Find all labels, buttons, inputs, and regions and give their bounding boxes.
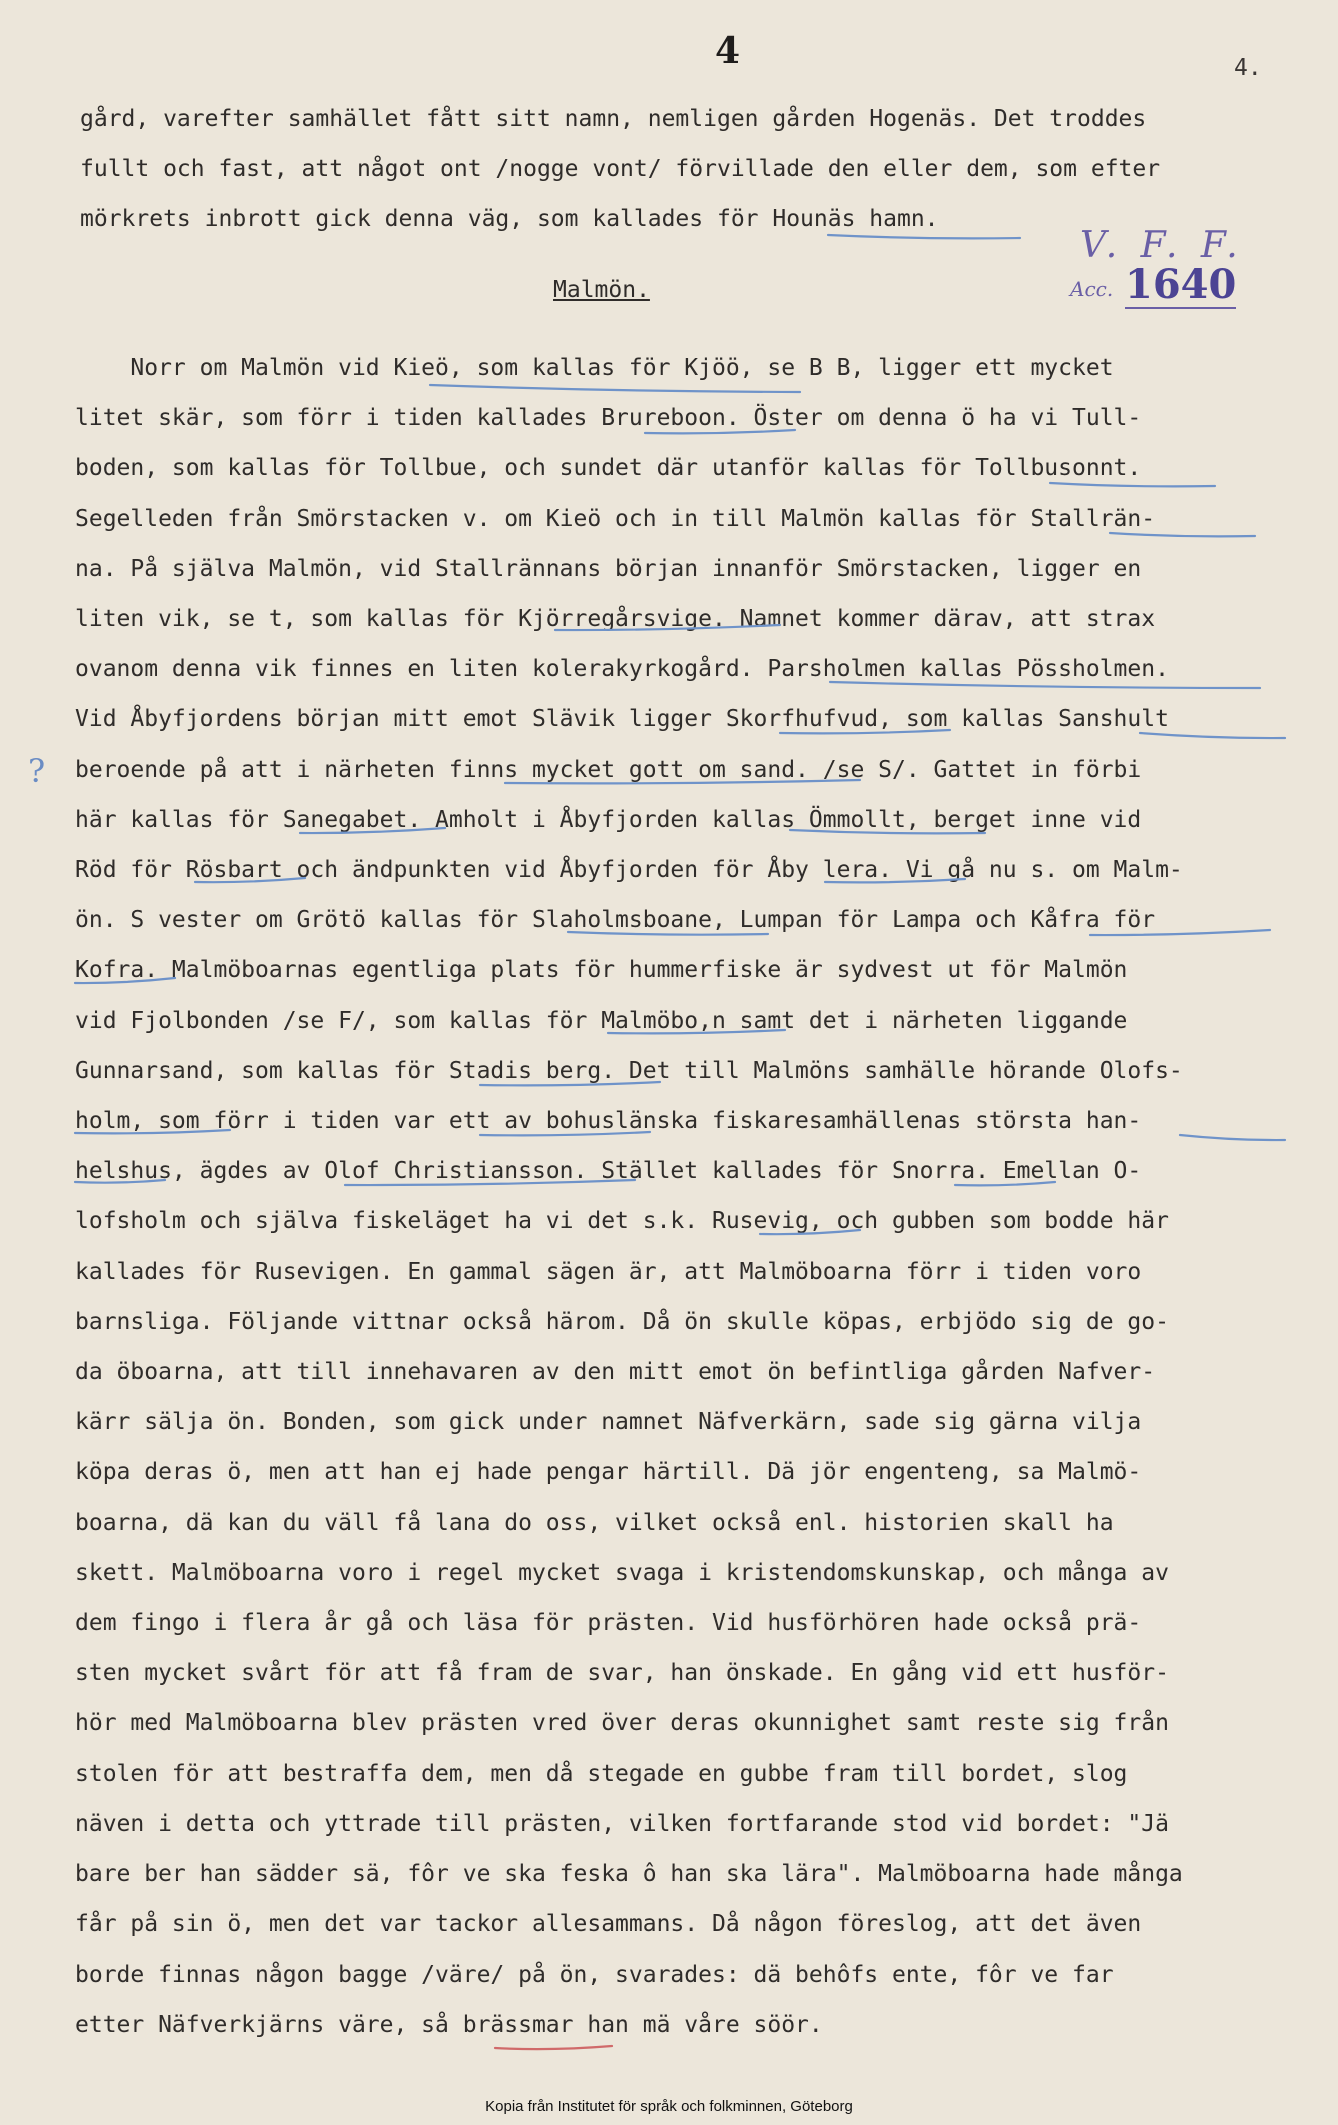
body-line: kallades för Rusevigen. En gammal sägen är, att Malmöboarna förr i tiden voro <box>75 1258 1142 1285</box>
margin-question-mark: ? <box>28 752 46 790</box>
section-heading: Malmön. <box>553 277 650 303</box>
body-line: ön. S vester om Grötö kallas för Slaholmsboane, Lumpan för Lampa och Kåfra för <box>75 907 1156 934</box>
body-line: Röd för Rösbart och ändpunkten vid Åbyfjorden för Åby lera. Vi gå nu s. om Malm- <box>75 857 1183 884</box>
body-line: får på sin ö, men det var tackor allesammans. Då någon föreslog, att det även <box>75 1911 1142 1938</box>
body-line: etter Näfverkjärns väre, så brässmar han mä våre söör. <box>75 2011 823 2038</box>
body-text <box>75 343 1300 2050</box>
body-line: beroende på att i närheten finns mycket gott om sand. /se S/. Gattet in förbi <box>75 756 1142 783</box>
body-line: här kallas för Sanegabet. Amholt i Åbyfjorden kallas Ömmollt, berget inne vid <box>75 806 1142 833</box>
body-line: Kofra. Malmöboarnas egentliga plats för hummerfiske är sydvest ut för Malmön <box>75 957 1128 984</box>
body-line: da öboarna, att till innehavaren av den mitt emot ön befintliga gården Nafver- <box>75 1359 1156 1386</box>
body-line: Norr om Malmön vid Kieö, som kallas för Kjöö, se B B, ligger ett mycket <box>75 355 1114 381</box>
body-line: vid Fjolbonden /se F/, som kallas för Malmöbo,n samt det i närheten liggande <box>75 1007 1128 1034</box>
footer-credit: Kopia från Institutet för språk och folkminnen, Göteborg <box>485 2098 853 2115</box>
body-line: lofsholm och själva fiskeläget ha vi det s.k. Rusevig, och gubben som bodde här <box>75 1208 1169 1235</box>
body-line: Gunnarsand, som kallas för Stadis berg. Det till Malmöns samhälle hörande Olofs- <box>75 1057 1183 1084</box>
body-line: Vid Åbyfjordens början mitt emot Slävik ligger Skorfhufvud, som kallas Sanshult <box>75 706 1169 733</box>
body-line: litet skär, som förr i tiden kallades Brureboon. Öster om denna ö ha vi Tull- <box>75 405 1142 432</box>
body-line: köpa deras ö, men att han ej hade pengar härtill. Dä jör engenteng, sa Malmö- <box>75 1459 1142 1486</box>
body-line: boden, som kallas för Tollbue, och sundet där utanför kallas för Tollbusonnt. <box>75 455 1142 482</box>
body-line: näven i detta och yttrade till prästen, vilken fortfarande stod vid bordet: "Jä <box>75 1810 1169 1837</box>
intro-line: fullt och fast, att något ont /nogge vont/ förvillade den eller dem, som efter <box>80 156 1161 183</box>
body-line: kärr sälja ön. Bonden, som gick under namnet Näfverkärn, sade sig gärna vilja <box>75 1409 1142 1436</box>
body-line: stolen för att bestraffa dem, men då stegade en gubbe fram till bordet, slog <box>75 1760 1128 1787</box>
body-line: hör med Malmöboarna blev prästen vred över deras okunnighet samt reste sig från <box>75 1710 1169 1737</box>
intro-line: mörkrets inbrott gick denna väg, som kallades för Hounäs hamn. <box>80 206 939 233</box>
body-line: Segelleden från Smörstacken v. om Kieö och in till Malmön kallas för Stallrän- <box>75 505 1156 532</box>
stamp-initials: V. F. F. <box>1080 225 1244 266</box>
body-line: helshus, ägdes av Olof Christiansson. Stället kallades för Snorra. Emellan O- <box>75 1158 1142 1185</box>
body-line: sten mycket svårt för att få fram de svar, han önskade. En gång vid ett husför- <box>75 1660 1169 1687</box>
body-line: boarna, dä kan du väll få lana do oss, vilket också enl. historien skall ha <box>75 1509 1114 1536</box>
body-line: borde finnas någon bagge /väre/ på ön, svarades: dä behôfs ente, fôr ve far <box>75 1961 1114 1988</box>
stamp-acc-number: 1640 <box>1125 261 1237 308</box>
body-line: skett. Malmöboarna voro i regel mycket svaga i kristendomskunskap, och många av <box>75 1559 1169 1586</box>
body-line: holm, som förr i tiden var ett av bohuslänska fiskaresamhällenas största han- <box>75 1108 1142 1135</box>
body-line: dem fingo i flera år gå och läsa för prästen. Vid husförhören hade också prä- <box>75 1610 1142 1637</box>
stamp-acc-label: Acc. <box>1070 277 1114 301</box>
page-number-corner: 4. <box>1234 55 1262 81</box>
body-line: liten vik, se t, som kallas för Kjörregårsvige. Namnet kommer därav, att strax <box>75 606 1156 633</box>
body-line: ovanom denna vik finnes en liten kolerakyrkogård. Parsholmen kallas Pössholmen. <box>75 656 1169 683</box>
intro-line: gård, varefter samhället fått sitt namn, nemligen gården Hogenäs. Det troddes <box>80 106 1147 132</box>
intro-text <box>80 94 1305 245</box>
body-line: barnsliga. Följande vittnar också härom. Då ön skulle köpas, erbjödo sig de go- <box>75 1308 1169 1335</box>
body-line: na. På själva Malmön, vid Stallrännans början innanför Smörstacken, ligger en <box>75 555 1142 582</box>
body-line: bare ber han sädder sä, fôr ve ska feska ô han ska lära". Malmöboarna hade många <box>75 1861 1183 1888</box>
page-number-top: 4 <box>715 30 741 72</box>
